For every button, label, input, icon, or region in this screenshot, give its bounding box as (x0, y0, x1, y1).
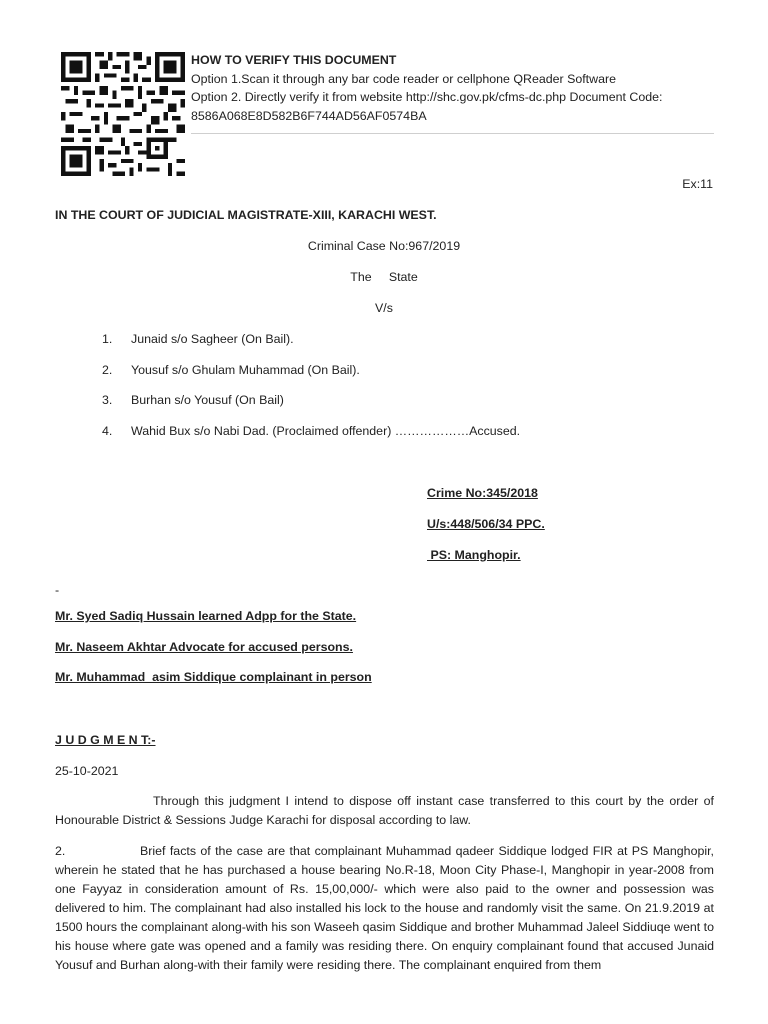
separator-dash: - (55, 583, 60, 597)
accused-item (102, 330, 294, 349)
court-heading: IN THE COURT OF JUDICIAL MAGISTRATE-XIII, KARACHI WEST. (55, 208, 437, 222)
judgment-date: 25-10-2021 (55, 764, 119, 778)
accused-name: Junaid s/o Sagheer (On Bail). (131, 332, 294, 346)
accused-name: Wahid Bux s/o Nabi Dad. (Proclaimed offender) ………………Accused. (131, 424, 521, 438)
verification-title: HOW TO VERIFY THIS DOCUMENT (191, 53, 397, 67)
accused-name: Burhan s/o Yousuf (On Bail) (131, 393, 284, 407)
document-code: 8586A068E8D582B6F744AD56AF0574BA (191, 108, 427, 123)
state-line: The State (350, 270, 418, 284)
paragraph-2 (55, 842, 714, 975)
qr-code-icon (58, 52, 188, 176)
accused-number: 3. (102, 393, 113, 407)
accused-name: Yousuf s/o Ghulam Muhammad (On Bail). (131, 363, 360, 377)
accused-item (102, 391, 284, 410)
case-number: Criminal Case No:967/2019 (307, 239, 461, 253)
accused-number: 4. (102, 424, 113, 438)
paragraph-1-text: Through this judgment I intend to dispose off instant case transferred to this court by the order of Honourable District & Sessions Judge Karachi for disposal according to law. (55, 794, 714, 827)
accused-item (102, 422, 520, 441)
crime-number: Crime No:345/2018 (427, 486, 538, 500)
appearance-line: Mr. Muhammad asim Siddique complainant in person (55, 670, 372, 684)
paragraph-2-text: Brief facts of the case are that complainant Muhammad qadeer Siddique lodged FIR at PS Manghopir, wherein he stated that he has purchased a house bearing No.R-18, Moon City Phase-I, Manghopir in year-2008 from one Fayyaz in consideration amount of Rs. 15,00,000/- which were also paid to the owner and possession was delivered to him. The complainant had also installed his lock to the house and randomly visit the same. On 21.9.2019 at 1500 hours the complainant along-with his son Waseeh qasim Siddique and brother Muhammad Jaleel Siddiuqe went to his house where gate was opened and a family was residing there. On enquiry complainant found that accused Junaid Yousuf and Burhan along-with their family were residing there. The complainant enquired from them (55, 844, 714, 972)
header-divider (191, 133, 714, 134)
verification-option-1: Option 1.Scan it through any bar code reader or cellphone QReader Software (191, 71, 616, 86)
accused-number: 2. (102, 363, 113, 377)
crime-sections: U/s:448/506/34 PPC. (427, 517, 545, 531)
accused-item (102, 361, 360, 380)
verification-block (191, 51, 715, 125)
police-station: PS: Manghopir. (427, 548, 521, 562)
verification-option-2: Option 2. Directly verify it from website http://shc.gov.pk/cfms-dc.php Document Code: (191, 90, 663, 104)
paragraph-2-number: 2. (55, 844, 66, 858)
exhibit-number: Ex:11 (682, 177, 713, 191)
paragraph-1 (55, 792, 714, 830)
accused-number: 1. (102, 332, 113, 346)
judgment-heading: J U D G M E N T:- (55, 733, 156, 747)
appearance-line: Mr. Naseem Akhtar Advocate for accused persons. (55, 640, 353, 654)
appearance-line: Mr. Syed Sadiq Hussain learned Adpp for the State. (55, 609, 357, 623)
versus-line: V/s (375, 301, 393, 315)
